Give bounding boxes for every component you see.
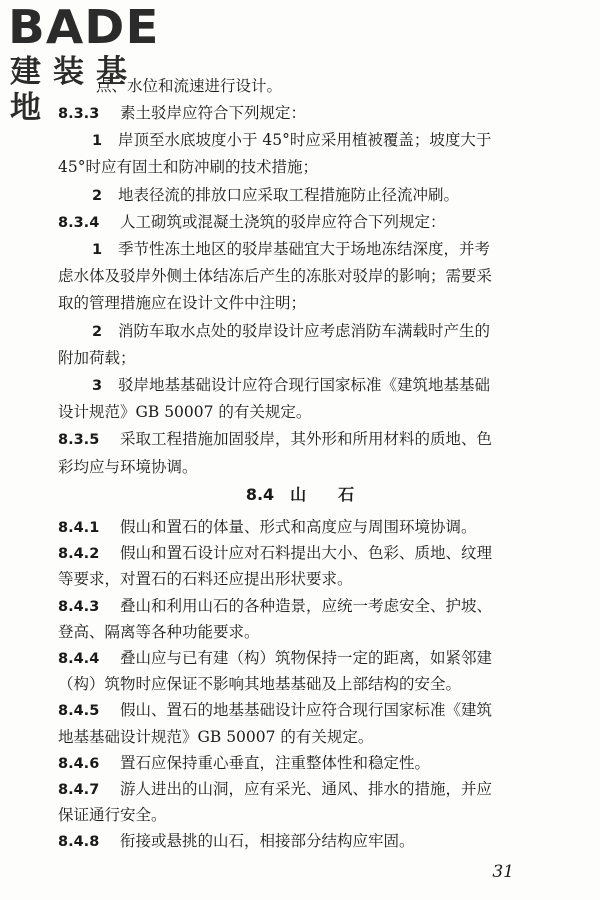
item-number: 2 xyxy=(92,323,103,340)
section-title-8-4: 8.4 山 石 xyxy=(245,485,355,504)
item-line xyxy=(92,130,491,151)
clause-line xyxy=(58,753,430,774)
clause-text: 素土驳岸应符合下列规定： xyxy=(120,104,307,122)
clause-line xyxy=(58,831,415,852)
item-line xyxy=(92,375,490,396)
clause-number: 8.4.3 xyxy=(58,598,100,615)
clause-number: 8.4.2 xyxy=(58,546,100,563)
item-number: 3 xyxy=(92,378,103,394)
clause-number: 8.4.5 xyxy=(58,703,100,720)
item-number: 1 xyxy=(92,133,103,150)
clause-text: 叠山应与已有建（构）筑物保持一定的距离，如紧邻建 xyxy=(120,649,493,667)
clause-text: 叠山和利用山石的各种造景，应统一考虑安全、护坡、 xyxy=(120,596,493,615)
clause-line xyxy=(58,517,477,538)
continuation-line: 保证通行安全。 xyxy=(58,806,167,825)
item-line xyxy=(92,239,490,260)
continuation-line: （构）筑物时应保证不影响其地基基础及上部结构的安全。 xyxy=(58,675,462,694)
clause-line xyxy=(58,543,492,564)
item-line xyxy=(92,321,490,342)
item-text: 驳岸地基基础设计应符合现行国家标准《建筑地基基础 xyxy=(118,376,491,394)
continuation-line: 等要求，对置石的石料还应提出形状要求。 xyxy=(58,570,353,589)
continuation-line: 取的管理措施应在设计文件中注明； xyxy=(58,294,307,313)
continuation-line: 彩均应与环境协调。 xyxy=(58,457,198,476)
continuation-line: 45°时应有固土和防冲刷的技术措施； xyxy=(58,158,318,177)
clause-line xyxy=(58,779,492,800)
clause-text: 人工砌筑或混凝土浇筑的驳岸应符合下列规定： xyxy=(120,212,446,231)
clause-number: 8.4.4 xyxy=(58,651,100,667)
clause-number: 8.4.1 xyxy=(58,520,100,536)
clause-text: 假山、置石的地基基础设计应符合现行国家标准《建筑 xyxy=(120,701,493,720)
clause-number: 8.4.6 xyxy=(58,755,100,772)
clause-number: 8.4.7 xyxy=(58,782,100,798)
continuation-line: 附加荷载； xyxy=(58,348,136,367)
header-fragment: 点、水位和流速进行设计。 xyxy=(96,77,283,95)
clause-number: 8.3.4 xyxy=(58,214,100,231)
continuation-line: 设计规范》GB 50007 的有关规定。 xyxy=(58,403,312,422)
clause-line xyxy=(58,429,492,450)
item-number: 1 xyxy=(92,242,103,258)
clause-text: 采取工程措施加固驳岸，其外形和所用材料的质地、色 xyxy=(120,430,493,449)
continuation-line: 地基基础设计规范》GB 50007 的有关规定。 xyxy=(58,727,374,746)
item-text: 季节性冻土地区的驳岸基础宜大于场地冻结深度，并考 xyxy=(118,240,491,258)
clause-line xyxy=(58,648,492,669)
item-text: 地表径流的排放口应采取工程措施防止径流冲刷。 xyxy=(118,185,460,204)
clause-number: 8.3.5 xyxy=(58,432,100,449)
item-number: 2 xyxy=(92,187,103,204)
item-text: 消防车取水点处的驳岸设计应考虑消防车满载时产生的 xyxy=(118,321,491,340)
clause-line xyxy=(58,700,492,721)
page-number: 31 xyxy=(492,862,514,882)
clause-text: 假山和置石设计应对石料提出大小、色彩、质地、纹理 xyxy=(120,544,493,563)
clause-text: 游人进出的山洞，应有采光、通风、排水的措施，并应 xyxy=(120,780,493,798)
logo-wordmark: BADE xyxy=(8,0,160,54)
clause-text: 衔接或悬挑的山石，相接部分结构应牢固。 xyxy=(120,832,415,851)
clause-line xyxy=(58,596,492,617)
clause-text: 置石应保持重心垂直，注重整体性和稳定性。 xyxy=(120,753,431,772)
clause-number: 8.3.3 xyxy=(58,106,100,122)
continuation-line: 虑水体及驳岸外侧土体结冻后产生的冻胀对驳岸的影响；需要采 xyxy=(58,267,493,286)
continuation-line: 登高、隔离等各种功能要求。 xyxy=(58,622,260,641)
logo-chinese-text: 建装基地 xyxy=(10,54,139,126)
clause-text: 假山和置石的体量、形式和高度应与周围环境协调。 xyxy=(120,518,477,536)
clause-number: 8.4.8 xyxy=(58,834,100,851)
clause-line xyxy=(58,212,446,233)
item-text: 岸顶至水底坡度小于 45°时应采用植被覆盖；坡度大于 xyxy=(118,131,492,150)
item-line xyxy=(92,185,459,206)
clause-line xyxy=(58,103,306,124)
